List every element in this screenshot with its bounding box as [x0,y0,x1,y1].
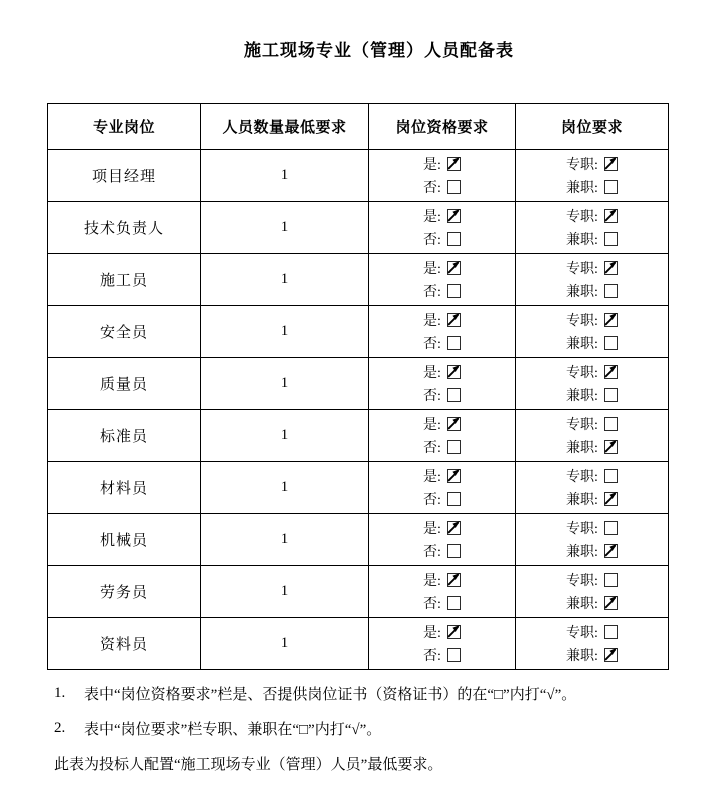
fulltime-label: 专职: [566,574,598,589]
parttime-label: 兼职: [566,389,598,404]
no-label: 否: [423,285,441,300]
fulltime-line [516,361,668,384]
checkbox-unchecked[interactable] [447,544,461,558]
no-label: 否: [423,389,441,404]
requirement-cell [516,306,669,358]
fulltime-line [516,309,668,332]
checkbox-checked[interactable] [604,261,618,275]
footnotes [54,676,702,781]
note-2-number: 2. [54,720,66,736]
parttime-line [516,280,668,303]
position-cell: 标准员 [48,410,201,462]
qual-no-line [369,384,515,407]
yes-label: 是: [423,574,441,589]
fulltime-line [516,413,668,436]
checkbox-checked[interactable] [604,209,618,223]
qual-no-line [369,280,515,303]
yes-label: 是: [423,210,441,225]
min-count-cell: 1 [201,566,369,618]
qualification-cell [369,306,516,358]
fulltime-label: 专职: [566,626,598,641]
checkbox-unchecked[interactable] [604,573,618,587]
yes-label: 是: [423,158,441,173]
parttime-label: 兼职: [566,597,598,612]
header-qualification: 岗位资格要求 [369,104,516,150]
qualification-cell [369,462,516,514]
parttime-label: 兼职: [566,181,598,196]
checkbox-checked[interactable] [447,313,461,327]
header-min-count: 人员数量最低要求 [201,104,369,150]
qual-yes-line [369,517,515,540]
requirement-cell [516,358,669,410]
note-1-number: 1. [54,685,66,701]
checkbox-checked[interactable] [447,209,461,223]
checkbox-checked[interactable] [447,261,461,275]
parttime-label: 兼职: [566,649,598,664]
checkbox-checked[interactable] [604,365,618,379]
requirement-cell [516,150,669,202]
qual-yes-line [369,621,515,644]
yes-label: 是: [423,314,441,329]
no-label: 否: [423,337,441,352]
checkbox-unchecked[interactable] [447,180,461,194]
qualification-cell [369,410,516,462]
parttime-line [516,176,668,199]
checkbox-checked[interactable] [604,492,618,506]
parttime-line [516,540,668,563]
parttime-line [516,332,668,355]
min-count-cell: 1 [201,202,369,254]
no-label: 否: [423,597,441,612]
requirement-cell [516,254,669,306]
checkbox-checked[interactable] [447,157,461,171]
qualification-cell [369,202,516,254]
fulltime-label: 专职: [566,366,598,381]
checkbox-unchecked[interactable] [604,336,618,350]
table-row [48,618,669,670]
checkbox-unchecked[interactable] [447,336,461,350]
fulltime-label: 专职: [566,314,598,329]
min-count-cell: 1 [201,410,369,462]
qualification-cell [369,358,516,410]
fulltime-line [516,569,668,592]
note-3-text: 此表为投标人配置“施工现场专业（管理）人员”最低要求。 [54,757,443,773]
min-count-cell: 1 [201,462,369,514]
parttime-label: 兼职: [566,337,598,352]
table-row [48,358,669,410]
fulltime-label: 专职: [566,210,598,225]
header-row [48,104,669,150]
parttime-line [516,436,668,459]
qualification-cell [369,618,516,670]
fulltime-line [516,517,668,540]
checkbox-checked[interactable] [447,469,461,483]
checkbox-unchecked[interactable] [447,492,461,506]
min-count-cell: 1 [201,254,369,306]
requirement-cell [516,410,669,462]
checkbox-unchecked[interactable] [604,232,618,246]
parttime-label: 兼职: [566,493,598,508]
min-count-cell: 1 [201,618,369,670]
no-label: 否: [423,441,441,456]
checkbox-checked[interactable] [604,313,618,327]
checkbox-checked[interactable] [604,596,618,610]
position-cell: 项目经理 [48,150,201,202]
checkbox-checked[interactable] [604,157,618,171]
table-row [48,462,669,514]
checkbox-unchecked[interactable] [447,284,461,298]
no-label: 否: [423,493,441,508]
min-count-cell: 1 [201,306,369,358]
header-requirement: 岗位要求 [516,104,669,150]
parttime-line [516,228,668,251]
parttime-label: 兼职: [566,285,598,300]
fulltime-label: 专职: [566,158,598,173]
qual-no-line [369,332,515,355]
min-count-cell: 1 [201,514,369,566]
checkbox-unchecked[interactable] [604,469,618,483]
table-row [48,566,669,618]
min-count-cell: 1 [201,358,369,410]
checkbox-checked[interactable] [604,544,618,558]
checkbox-checked[interactable] [447,573,461,587]
qual-yes-line [369,569,515,592]
table-row [48,410,669,462]
note-1 [54,676,702,711]
yes-label: 是: [423,626,441,641]
note-2 [54,711,702,746]
checkbox-unchecked[interactable] [447,232,461,246]
parttime-label: 兼职: [566,545,598,560]
requirement-cell [516,202,669,254]
table-row [48,254,669,306]
checkbox-checked[interactable] [604,648,618,662]
parttime-line [516,644,668,667]
fulltime-label: 专职: [566,418,598,433]
note-2-text: 表中“岗位要求”栏专职、兼职在“□”内打“√”。 [84,722,382,738]
requirement-cell [516,566,669,618]
page-title: 施工现场专业（管理）人员配备表 [244,41,514,60]
fulltime-line [516,257,668,280]
yes-label: 是: [423,522,441,537]
yes-label: 是: [423,418,441,433]
fulltime-line [516,465,668,488]
parttime-line [516,488,668,511]
qual-no-line [369,592,515,615]
qual-no-line [369,228,515,251]
position-cell: 质量员 [48,358,201,410]
yes-label: 是: [423,366,441,381]
checkbox-unchecked[interactable] [604,284,618,298]
qual-yes-line [369,153,515,176]
position-cell: 劳务员 [48,566,201,618]
qual-yes-line [369,205,515,228]
checkbox-checked[interactable] [447,625,461,639]
checkbox-unchecked[interactable] [447,388,461,402]
checkbox-unchecked[interactable] [447,596,461,610]
checkbox-unchecked[interactable] [604,180,618,194]
qual-yes-line [369,465,515,488]
checkbox-unchecked[interactable] [604,625,618,639]
qual-yes-line [369,257,515,280]
min-count-cell: 1 [201,150,369,202]
no-label: 否: [423,181,441,196]
checkbox-unchecked[interactable] [604,521,618,535]
checkbox-checked[interactable] [447,521,461,535]
requirement-cell [516,618,669,670]
yes-label: 是: [423,262,441,277]
position-cell: 资料员 [48,618,201,670]
checkbox-unchecked[interactable] [447,648,461,662]
qual-yes-line [369,413,515,436]
note-3 [54,746,702,781]
qual-no-line [369,488,515,511]
table-row [48,514,669,566]
qual-no-line [369,436,515,459]
parttime-line [516,384,668,407]
note-1-text: 表中“岗位资格要求”栏是、否提供岗位证书（资格证书）的在“□”内打“√”。 [84,687,577,703]
fulltime-line [516,153,668,176]
fulltime-label: 专职: [566,522,598,537]
checkbox-unchecked[interactable] [604,388,618,402]
header-position: 专业岗位 [48,104,201,150]
qual-yes-line [369,309,515,332]
qual-no-line [369,644,515,667]
qualification-cell [369,514,516,566]
no-label: 否: [423,233,441,248]
table-row [48,202,669,254]
qualification-cell [369,254,516,306]
checkbox-checked[interactable] [447,417,461,431]
qual-yes-line [369,361,515,384]
checkbox-unchecked[interactable] [447,440,461,454]
qualification-cell [369,566,516,618]
requirement-cell [516,514,669,566]
position-cell: 安全员 [48,306,201,358]
position-cell: 技术负责人 [48,202,201,254]
no-label: 否: [423,545,441,560]
position-cell: 机械员 [48,514,201,566]
qual-no-line [369,540,515,563]
checkbox-unchecked[interactable] [604,417,618,431]
fulltime-line [516,621,668,644]
table-row [48,306,669,358]
fulltime-line [516,205,668,228]
checkbox-checked[interactable] [604,440,618,454]
checkbox-checked[interactable] [447,365,461,379]
qualification-cell [369,150,516,202]
fulltime-label: 专职: [566,262,598,277]
fulltime-label: 专职: [566,470,598,485]
qual-no-line [369,176,515,199]
no-label: 否: [423,649,441,664]
requirement-cell [516,462,669,514]
parttime-label: 兼职: [566,441,598,456]
parttime-label: 兼职: [566,233,598,248]
yes-label: 是: [423,470,441,485]
personnel-table [47,103,669,670]
position-cell: 施工员 [48,254,201,306]
position-cell: 材料员 [48,462,201,514]
parttime-line [516,592,668,615]
table-row [48,150,669,202]
